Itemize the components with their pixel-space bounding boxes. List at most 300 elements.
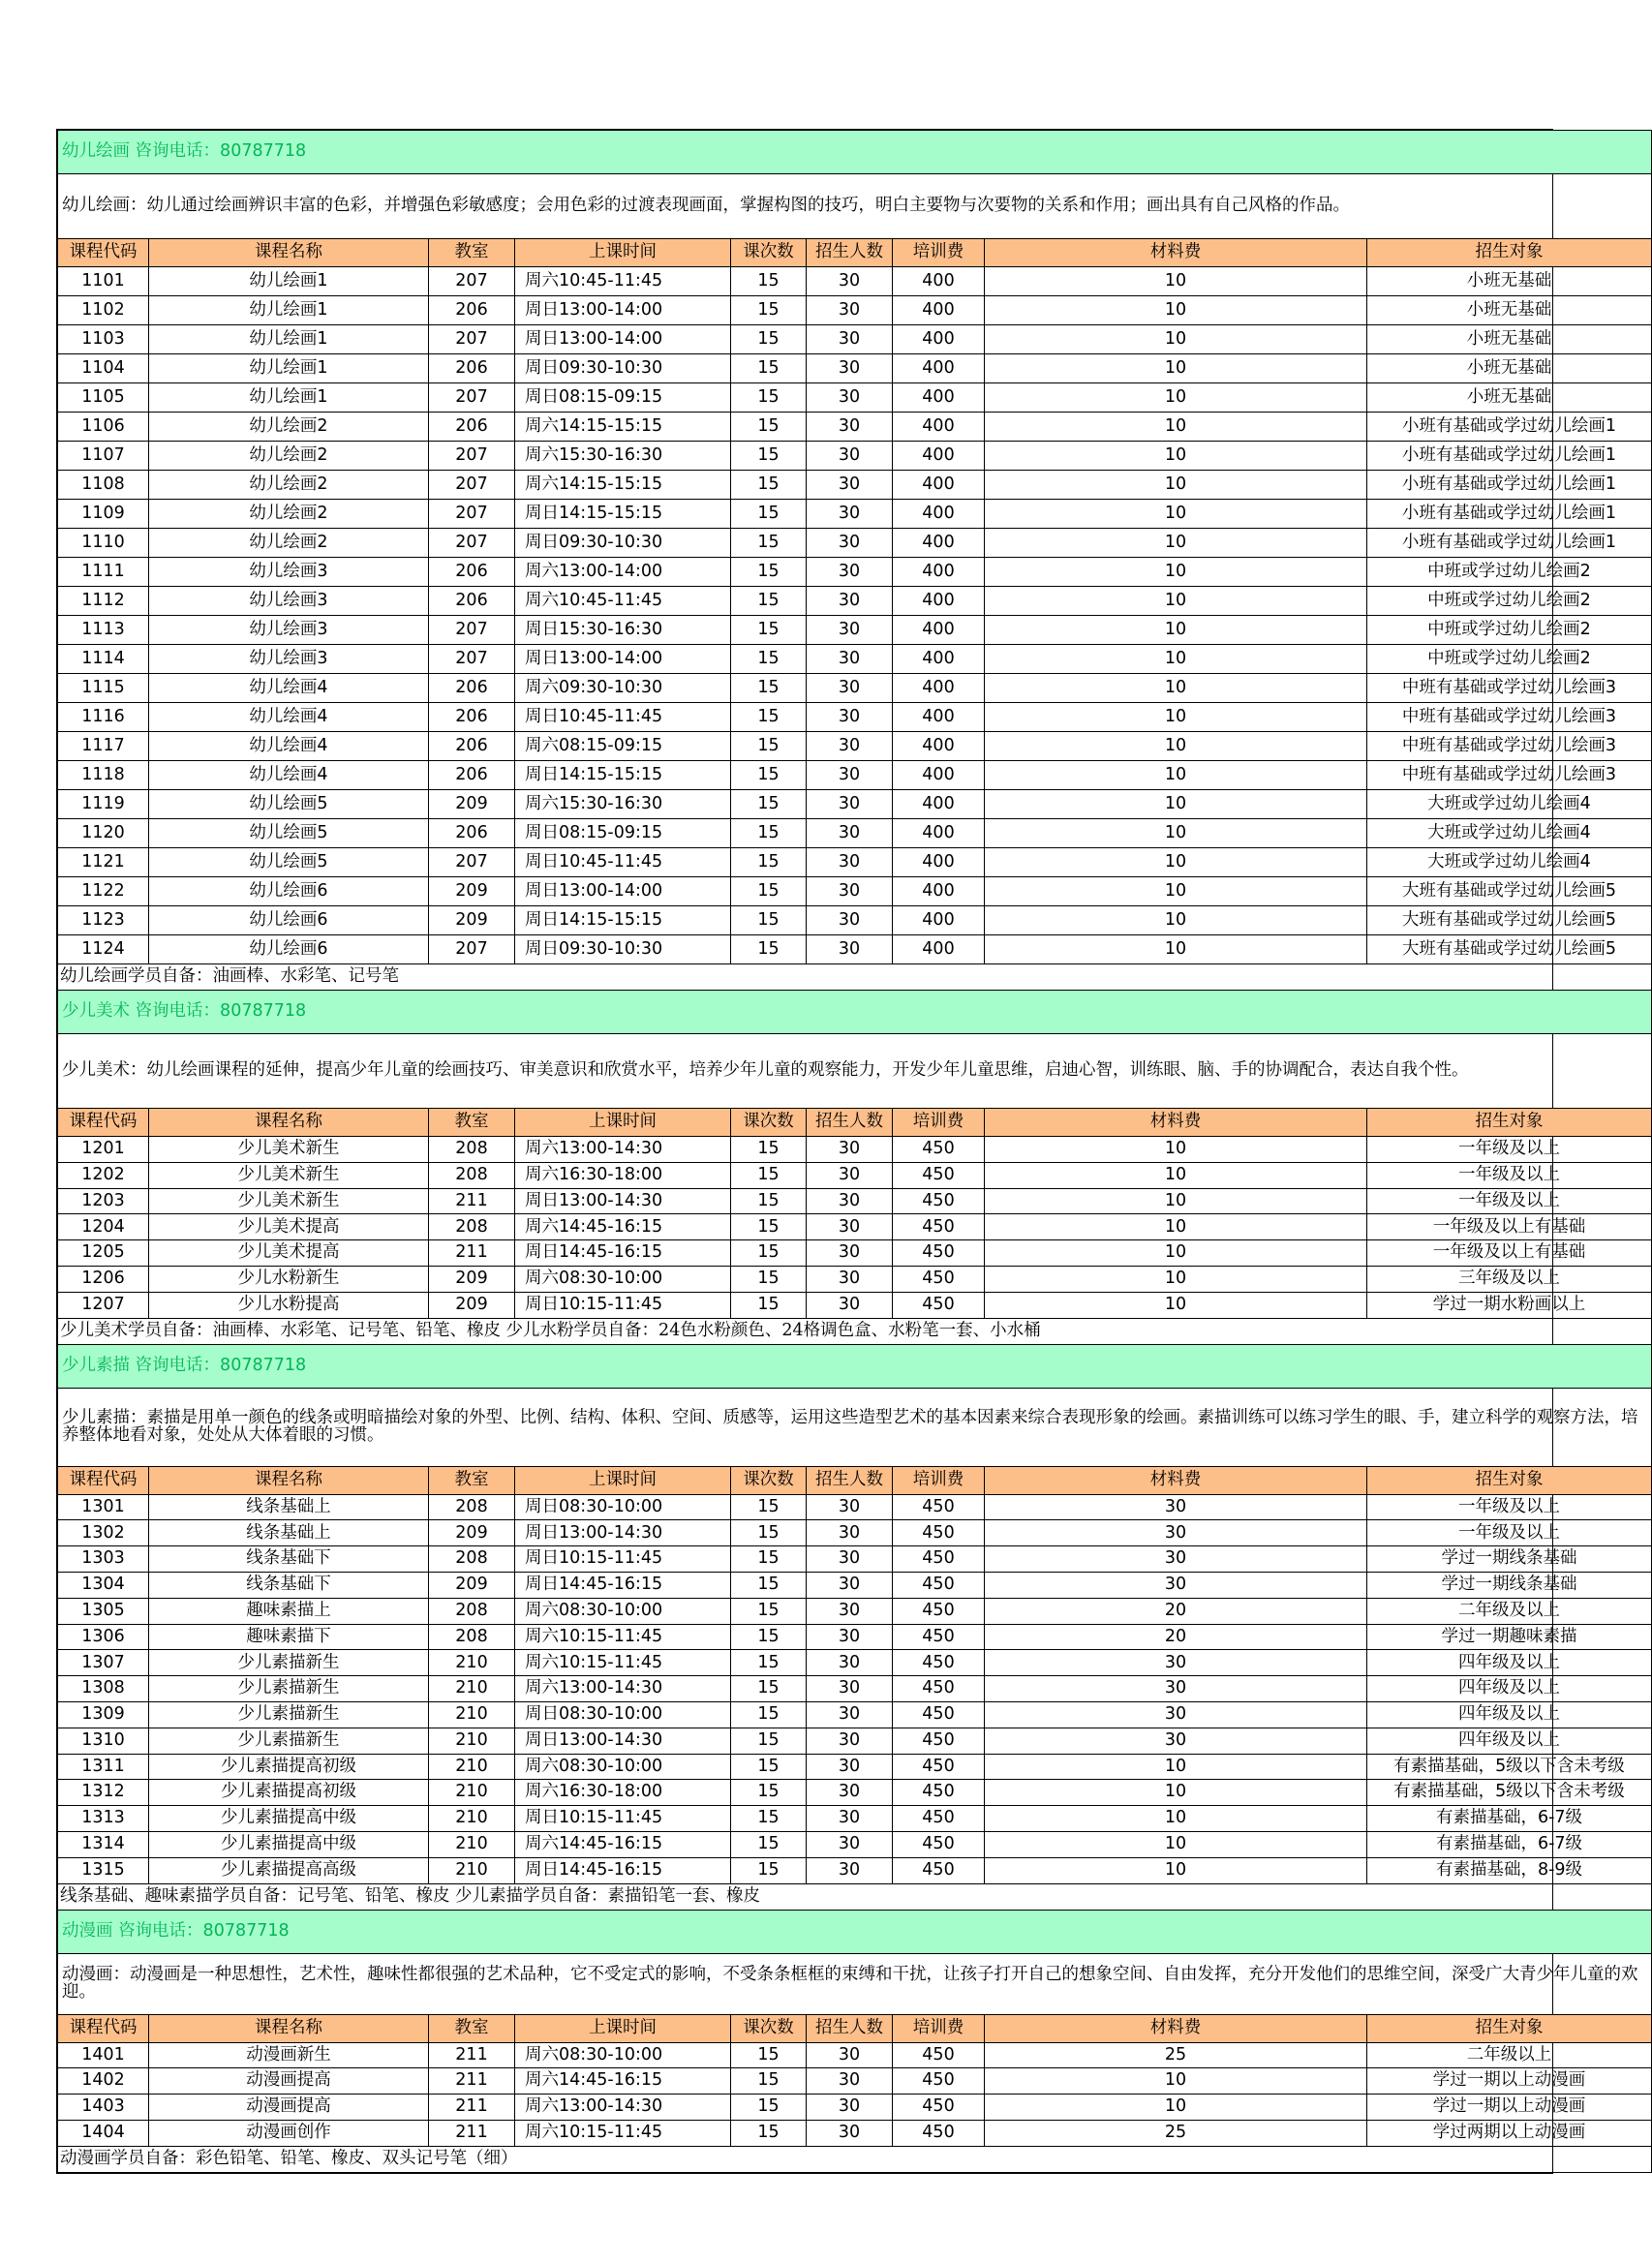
cell-tuition-fee: 400 <box>893 587 985 616</box>
cell-session-count: 15 <box>731 1728 807 1754</box>
cell-tuition-fee: 450 <box>893 2042 985 2068</box>
section-note-row <box>58 2146 1652 2172</box>
cell-target-students: 一年级及以上 <box>1367 1494 1652 1520</box>
cell-target-students: 中班有基础或学过幼儿绘画3 <box>1367 761 1652 790</box>
cell-material-fee: 10 <box>985 1780 1367 1806</box>
cell-class-time: 周日14:45-16:15 <box>515 1240 731 1267</box>
cell-course-name: 幼儿绘画4 <box>149 761 429 790</box>
cell-course-name: 少儿美术新生 <box>149 1188 429 1214</box>
cell-course-code: 1402 <box>58 2068 149 2095</box>
column-header-enrollment: 招生人数 <box>807 2014 893 2042</box>
cell-course-name: 幼儿绘画3 <box>149 558 429 587</box>
cell-target-students: 学过两期以上动漫画 <box>1367 2120 1652 2146</box>
cell-classroom: 207 <box>429 383 515 413</box>
cell-classroom: 210 <box>429 1701 515 1728</box>
section-description: 幼儿绘画：幼儿通过绘画辨识丰富的色彩，并增强色彩敏感度；会用色彩的过渡表现画面，掌握构图的技巧，明白主要物与次要物的关系和作用；画出具有自己风格的作品。 <box>58 174 1652 239</box>
section-note: 线条基础、趣味素描学员自备：记号笔、铅笔、橡皮 少儿素描学员自备：素描铅笔一套、橡皮 <box>58 1883 1652 1910</box>
cell-enrollment: 30 <box>807 645 893 674</box>
column-header-material-fee: 材料费 <box>985 239 1367 267</box>
cell-course-code: 1201 <box>58 1137 149 1163</box>
column-header-classroom: 教室 <box>429 1109 515 1137</box>
cell-class-time: 周六13:00-14:30 <box>515 1676 731 1702</box>
cell-classroom: 207 <box>429 471 515 500</box>
cell-classroom: 207 <box>429 529 515 558</box>
cell-enrollment: 30 <box>807 558 893 587</box>
table-header-row <box>58 2014 1652 2042</box>
cell-tuition-fee: 400 <box>893 645 985 674</box>
cell-course-code: 1204 <box>58 1214 149 1240</box>
cell-course-code: 1118 <box>58 761 149 790</box>
cell-session-count: 15 <box>731 2068 807 2095</box>
cell-tuition-fee: 400 <box>893 790 985 819</box>
cell-session-count: 15 <box>731 354 807 383</box>
cell-course-code: 1112 <box>58 587 149 616</box>
cell-course-code: 1109 <box>58 500 149 529</box>
column-header-course-name: 课程名称 <box>149 2014 429 2042</box>
column-header-class-time: 上课时间 <box>515 2014 731 2042</box>
section-description-row <box>58 1388 1652 1466</box>
cell-enrollment: 30 <box>807 442 893 471</box>
cell-course-name: 动漫画提高 <box>149 2068 429 2095</box>
cell-tuition-fee: 400 <box>893 877 985 906</box>
cell-course-code: 1301 <box>58 1494 149 1520</box>
cell-course-code: 1103 <box>58 325 149 354</box>
cell-classroom: 209 <box>429 1520 515 1546</box>
cell-session-count: 15 <box>731 413 807 442</box>
cell-material-fee: 10 <box>985 790 1367 819</box>
cell-tuition-fee: 400 <box>893 703 985 732</box>
cell-target-students: 小班无基础 <box>1367 267 1652 296</box>
cell-class-time: 周日10:45-11:45 <box>515 848 731 877</box>
cell-course-name: 少儿水粉新生 <box>149 1266 429 1292</box>
cell-enrollment: 30 <box>807 500 893 529</box>
cell-classroom: 211 <box>429 2095 515 2121</box>
cell-course-name: 幼儿绘画1 <box>149 267 429 296</box>
column-header-target-students: 招生对象 <box>1367 2014 1652 2042</box>
cell-session-count: 15 <box>731 587 807 616</box>
cell-course-code: 1114 <box>58 645 149 674</box>
table-row <box>58 587 1652 616</box>
cell-material-fee: 10 <box>985 703 1367 732</box>
cell-class-time: 周六15:30-16:30 <box>515 442 731 471</box>
cell-material-fee: 10 <box>985 906 1367 935</box>
table-row <box>58 1728 1652 1754</box>
cell-session-count: 15 <box>731 674 807 703</box>
cell-enrollment: 30 <box>807 674 893 703</box>
cell-course-name: 幼儿绘画4 <box>149 732 429 761</box>
cell-material-fee: 30 <box>985 1494 1367 1520</box>
cell-enrollment: 30 <box>807 267 893 296</box>
cell-tuition-fee: 450 <box>893 1162 985 1188</box>
cell-class-time: 周日14:45-16:15 <box>515 1572 731 1598</box>
cell-material-fee: 10 <box>985 587 1367 616</box>
cell-enrollment: 30 <box>807 1494 893 1520</box>
cell-course-code: 1105 <box>58 383 149 413</box>
cell-tuition-fee: 450 <box>893 1624 985 1650</box>
cell-course-code: 1106 <box>58 413 149 442</box>
cell-enrollment: 30 <box>807 1857 893 1883</box>
section-note: 动漫画学员自备：彩色铅笔、铅笔、橡皮、双头记号笔（细） <box>58 2146 1652 2172</box>
cell-course-code: 1124 <box>58 935 149 964</box>
cell-course-code: 1107 <box>58 442 149 471</box>
cell-material-fee: 10 <box>985 732 1367 761</box>
cell-class-time: 周六14:15-15:15 <box>515 471 731 500</box>
cell-classroom: 206 <box>429 558 515 587</box>
cell-enrollment: 30 <box>807 296 893 325</box>
cell-classroom: 208 <box>429 1494 515 1520</box>
cell-target-students: 大班或学过幼儿绘画4 <box>1367 790 1652 819</box>
cell-enrollment: 30 <box>807 1831 893 1857</box>
cell-class-time: 周六16:30-18:00 <box>515 1780 731 1806</box>
cell-course-code: 1205 <box>58 1240 149 1267</box>
cell-enrollment: 30 <box>807 1701 893 1728</box>
cell-course-name: 少儿素描提高初级 <box>149 1754 429 1780</box>
cell-tuition-fee: 450 <box>893 1780 985 1806</box>
cell-course-code: 1303 <box>58 1546 149 1573</box>
column-header-class-time: 上课时间 <box>515 239 731 267</box>
column-header-enrollment: 招生人数 <box>807 1109 893 1137</box>
table-row <box>58 1162 1652 1188</box>
cell-material-fee: 10 <box>985 442 1367 471</box>
cell-course-name: 线条基础上 <box>149 1520 429 1546</box>
cell-session-count: 15 <box>731 1266 807 1292</box>
section-description-row <box>58 174 1652 239</box>
table-row <box>58 558 1652 587</box>
cell-target-students: 小班有基础或学过幼儿绘画1 <box>1367 442 1652 471</box>
table-row <box>58 1494 1652 1520</box>
cell-material-fee: 10 <box>985 2068 1367 2095</box>
table-row <box>58 703 1652 732</box>
cell-course-code: 1123 <box>58 906 149 935</box>
cell-course-code: 1315 <box>58 1857 149 1883</box>
table-row <box>58 732 1652 761</box>
cell-classroom: 209 <box>429 1266 515 1292</box>
cell-class-time: 周六10:15-11:45 <box>515 1624 731 1650</box>
cell-course-code: 1117 <box>58 732 149 761</box>
cell-classroom: 210 <box>429 1650 515 1676</box>
section-title: 动漫画 咨询电话：80787718 <box>58 1910 1652 1953</box>
cell-material-fee: 10 <box>985 1806 1367 1832</box>
cell-classroom: 209 <box>429 1292 515 1318</box>
cell-course-name: 幼儿绘画3 <box>149 616 429 645</box>
column-header-class-time: 上课时间 <box>515 1466 731 1494</box>
cell-target-students: 中班有基础或学过幼儿绘画3 <box>1367 732 1652 761</box>
cell-target-students: 小班有基础或学过幼儿绘画1 <box>1367 413 1652 442</box>
cell-classroom: 208 <box>429 1598 515 1624</box>
cell-tuition-fee: 450 <box>893 1598 985 1624</box>
section-note-row <box>58 1883 1652 1910</box>
course-schedule-sheet <box>56 129 1638 2174</box>
table-row <box>58 2042 1652 2068</box>
cell-course-name: 幼儿绘画5 <box>149 819 429 848</box>
cell-course-code: 1206 <box>58 1266 149 1292</box>
cell-class-time: 周六14:45-16:15 <box>515 2068 731 2095</box>
cell-classroom: 207 <box>429 267 515 296</box>
table-row <box>58 383 1652 413</box>
cell-enrollment: 30 <box>807 413 893 442</box>
table-row <box>58 877 1652 906</box>
table-header-row <box>58 239 1652 267</box>
cell-enrollment: 30 <box>807 1546 893 1573</box>
cell-class-time: 周日13:00-14:00 <box>515 645 731 674</box>
cell-session-count: 15 <box>731 1546 807 1573</box>
cell-course-name: 趣味素描上 <box>149 1598 429 1624</box>
cell-class-time: 周六14:15-15:15 <box>515 413 731 442</box>
cell-material-fee: 10 <box>985 1137 1367 1163</box>
column-header-course-name: 课程名称 <box>149 1466 429 1494</box>
cell-enrollment: 30 <box>807 529 893 558</box>
table-row <box>58 1572 1652 1598</box>
cell-class-time: 周六08:15-09:15 <box>515 732 731 761</box>
cell-enrollment: 30 <box>807 1728 893 1754</box>
cell-classroom: 207 <box>429 848 515 877</box>
cell-target-students: 学过一期水粉画以上 <box>1367 1292 1652 1318</box>
cell-course-name: 少儿素描提高中级 <box>149 1831 429 1857</box>
cell-classroom: 209 <box>429 906 515 935</box>
cell-session-count: 15 <box>731 616 807 645</box>
cell-course-name: 少儿素描新生 <box>149 1728 429 1754</box>
cell-material-fee: 10 <box>985 1857 1367 1883</box>
cell-classroom: 210 <box>429 1780 515 1806</box>
cell-course-code: 1307 <box>58 1650 149 1676</box>
table-row <box>58 1676 1652 1702</box>
table-row <box>58 1650 1652 1676</box>
table-row <box>58 1214 1652 1240</box>
cell-enrollment: 30 <box>807 906 893 935</box>
cell-session-count: 15 <box>731 935 807 964</box>
cell-course-name: 幼儿绘画4 <box>149 674 429 703</box>
cell-class-time: 周六08:30-10:00 <box>515 1266 731 1292</box>
cell-course-name: 幼儿绘画6 <box>149 877 429 906</box>
cell-course-name: 幼儿绘画1 <box>149 354 429 383</box>
cell-target-students: 一年级及以上 <box>1367 1162 1652 1188</box>
cell-session-count: 15 <box>731 1240 807 1267</box>
table-row <box>58 1188 1652 1214</box>
cell-target-students: 一年级及以上 <box>1367 1137 1652 1163</box>
cell-classroom: 206 <box>429 413 515 442</box>
table-row <box>58 1754 1652 1780</box>
table-row <box>58 500 1652 529</box>
cell-material-fee: 20 <box>985 1624 1367 1650</box>
cell-session-count: 15 <box>731 2095 807 2121</box>
cell-material-fee: 10 <box>985 267 1367 296</box>
cell-classroom: 210 <box>429 1806 515 1832</box>
cell-target-students: 四年级及以上 <box>1367 1650 1652 1676</box>
cell-class-time: 周日13:00-14:00 <box>515 296 731 325</box>
table-header-row <box>58 1466 1652 1494</box>
cell-tuition-fee: 450 <box>893 1806 985 1832</box>
cell-enrollment: 30 <box>807 587 893 616</box>
cell-course-code: 1306 <box>58 1624 149 1650</box>
cell-enrollment: 30 <box>807 325 893 354</box>
cell-target-students: 四年级及以上 <box>1367 1676 1652 1702</box>
cell-material-fee: 10 <box>985 848 1367 877</box>
table-row <box>58 848 1652 877</box>
cell-tuition-fee: 400 <box>893 354 985 383</box>
cell-session-count: 15 <box>731 1831 807 1857</box>
column-header-material-fee: 材料费 <box>985 2014 1367 2042</box>
cell-tuition-fee: 450 <box>893 2068 985 2095</box>
cell-class-time: 周日14:15-15:15 <box>515 906 731 935</box>
cell-classroom: 209 <box>429 790 515 819</box>
cell-classroom: 208 <box>429 1214 515 1240</box>
cell-session-count: 15 <box>731 296 807 325</box>
cell-classroom: 210 <box>429 1728 515 1754</box>
cell-class-time: 周六10:15-11:45 <box>515 2120 731 2146</box>
cell-enrollment: 30 <box>807 1520 893 1546</box>
cell-class-time: 周六08:30-10:00 <box>515 1754 731 1780</box>
section-title-row <box>58 1344 1652 1388</box>
column-header-material-fee: 材料费 <box>985 1109 1367 1137</box>
cell-tuition-fee: 450 <box>893 2095 985 2121</box>
cell-course-name: 动漫画提高 <box>149 2095 429 2121</box>
table-row <box>58 267 1652 296</box>
cell-class-time: 周日15:30-16:30 <box>515 616 731 645</box>
cell-tuition-fee: 450 <box>893 1240 985 1267</box>
cell-target-students: 小班有基础或学过幼儿绘画1 <box>1367 529 1652 558</box>
cell-classroom: 211 <box>429 2042 515 2068</box>
section-title-row <box>58 131 1652 174</box>
cell-enrollment: 30 <box>807 1598 893 1624</box>
cell-target-students: 小班有基础或学过幼儿绘画1 <box>1367 471 1652 500</box>
cell-enrollment: 30 <box>807 1754 893 1780</box>
table-row <box>58 529 1652 558</box>
cell-session-count: 15 <box>731 848 807 877</box>
cell-enrollment: 30 <box>807 1162 893 1188</box>
column-header-tuition-fee: 培训费 <box>893 1466 985 1494</box>
cell-tuition-fee: 400 <box>893 558 985 587</box>
cell-target-students: 学过一期趣味素描 <box>1367 1624 1652 1650</box>
section-note-row <box>58 964 1652 991</box>
table-row <box>58 935 1652 964</box>
column-header-session-count: 课次数 <box>731 1466 807 1494</box>
column-header-course-code: 课程代码 <box>58 1466 149 1494</box>
cell-class-time: 周日08:15-09:15 <box>515 819 731 848</box>
cell-target-students: 四年级及以上 <box>1367 1701 1652 1728</box>
table-row <box>58 471 1652 500</box>
cell-enrollment: 30 <box>807 935 893 964</box>
cell-enrollment: 30 <box>807 354 893 383</box>
cell-class-time: 周六14:45-16:15 <box>515 1831 731 1857</box>
cell-target-students: 一年级及以上 <box>1367 1188 1652 1214</box>
cell-classroom: 208 <box>429 1624 515 1650</box>
cell-course-code: 1120 <box>58 819 149 848</box>
cell-material-fee: 10 <box>985 877 1367 906</box>
cell-tuition-fee: 450 <box>893 1831 985 1857</box>
table-row <box>58 761 1652 790</box>
cell-material-fee: 10 <box>985 935 1367 964</box>
cell-target-students: 有素描基础，5级以下含未考级 <box>1367 1754 1652 1780</box>
section-title: 少儿美术 咨询电话：80787718 <box>58 991 1652 1034</box>
column-header-course-code: 课程代码 <box>58 1109 149 1137</box>
cell-session-count: 15 <box>731 267 807 296</box>
cell-session-count: 15 <box>731 1780 807 1806</box>
cell-course-name: 少儿素描新生 <box>149 1676 429 1702</box>
cell-course-code: 1119 <box>58 790 149 819</box>
cell-session-count: 15 <box>731 500 807 529</box>
table-row <box>58 1137 1652 1163</box>
cell-session-count: 15 <box>731 442 807 471</box>
cell-session-count: 15 <box>731 1676 807 1702</box>
cell-classroom: 206 <box>429 296 515 325</box>
section-description: 少儿美术：幼儿绘画课程的延伸，提高少年儿童的绘画技巧、审美意识和欣赏水平，培养少年儿童的观察能力，开发少年儿童思维，启迪心智，训练眼、脑、手的协调配合，表达自我个性。 <box>58 1034 1652 1109</box>
cell-target-students: 大班有基础或学过幼儿绘画5 <box>1367 877 1652 906</box>
cell-target-students: 一年级及以上有基础 <box>1367 1214 1652 1240</box>
cell-class-time: 周六10:45-11:45 <box>515 587 731 616</box>
cell-material-fee: 10 <box>985 558 1367 587</box>
cell-class-time: 周六16:30-18:00 <box>515 1162 731 1188</box>
cell-material-fee: 10 <box>985 500 1367 529</box>
cell-course-code: 1115 <box>58 674 149 703</box>
cell-class-time: 周日10:45-11:45 <box>515 703 731 732</box>
cell-enrollment: 30 <box>807 1780 893 1806</box>
cell-session-count: 15 <box>731 790 807 819</box>
table-row <box>58 2120 1652 2146</box>
cell-class-time: 周日10:15-11:45 <box>515 1292 731 1318</box>
cell-target-students: 学过一期以上动漫画 <box>1367 2068 1652 2095</box>
cell-course-code: 1304 <box>58 1572 149 1598</box>
cell-material-fee: 10 <box>985 354 1367 383</box>
cell-material-fee: 30 <box>985 1676 1367 1702</box>
cell-material-fee: 10 <box>985 645 1367 674</box>
cell-material-fee: 10 <box>985 383 1367 413</box>
cell-material-fee: 10 <box>985 1831 1367 1857</box>
cell-course-name: 幼儿绘画3 <box>149 645 429 674</box>
cell-target-students: 大班或学过幼儿绘画4 <box>1367 819 1652 848</box>
cell-session-count: 15 <box>731 1162 807 1188</box>
cell-target-students: 小班无基础 <box>1367 325 1652 354</box>
cell-course-code: 1202 <box>58 1162 149 1188</box>
cell-material-fee: 10 <box>985 761 1367 790</box>
cell-class-time: 周六13:00-14:30 <box>515 2095 731 2121</box>
cell-class-time: 周日09:30-10:30 <box>515 354 731 383</box>
cell-class-time: 周日13:00-14:30 <box>515 1520 731 1546</box>
column-header-session-count: 课次数 <box>731 239 807 267</box>
cell-session-count: 15 <box>731 1137 807 1163</box>
table-row <box>58 2068 1652 2095</box>
cell-course-code: 1101 <box>58 267 149 296</box>
cell-enrollment: 30 <box>807 1624 893 1650</box>
cell-session-count: 15 <box>731 1857 807 1883</box>
cell-material-fee: 30 <box>985 1546 1367 1573</box>
cell-course-name: 幼儿绘画1 <box>149 296 429 325</box>
section-description: 少儿素描：素描是用单一颜色的线条或明暗描绘对象的外型、比例、结构、体积、空间、质感等，运用这些造型艺术的基本因素来综合表现形象的绘画。素描训练可以练习学生的眼、手，建立科学的观察方法，培养整体地看对象，处处从大体着眼的习惯。 <box>58 1388 1652 1466</box>
cell-tuition-fee: 450 <box>893 1701 985 1728</box>
column-header-course-code: 课程代码 <box>58 2014 149 2042</box>
cell-target-students: 四年级及以上 <box>1367 1728 1652 1754</box>
cell-target-students: 小班有基础或学过幼儿绘画1 <box>1367 500 1652 529</box>
table-row <box>58 1701 1652 1728</box>
cell-course-name: 线条基础下 <box>149 1546 429 1573</box>
cell-course-code: 1404 <box>58 2120 149 2146</box>
cell-tuition-fee: 450 <box>893 1728 985 1754</box>
table-row <box>58 354 1652 383</box>
cell-course-name: 少儿素描提高中级 <box>149 1806 429 1832</box>
cell-course-code: 1102 <box>58 296 149 325</box>
column-header-classroom: 教室 <box>429 2014 515 2042</box>
cell-enrollment: 30 <box>807 790 893 819</box>
cell-classroom: 206 <box>429 819 515 848</box>
cell-target-students: 学过一期以上动漫画 <box>1367 2095 1652 2121</box>
cell-material-fee: 10 <box>985 529 1367 558</box>
cell-course-code: 1310 <box>58 1728 149 1754</box>
cell-tuition-fee: 400 <box>893 674 985 703</box>
cell-material-fee: 10 <box>985 1214 1367 1240</box>
cell-course-code: 1207 <box>58 1292 149 1318</box>
cell-course-code: 1113 <box>58 616 149 645</box>
cell-enrollment: 30 <box>807 703 893 732</box>
cell-tuition-fee: 450 <box>893 2120 985 2146</box>
